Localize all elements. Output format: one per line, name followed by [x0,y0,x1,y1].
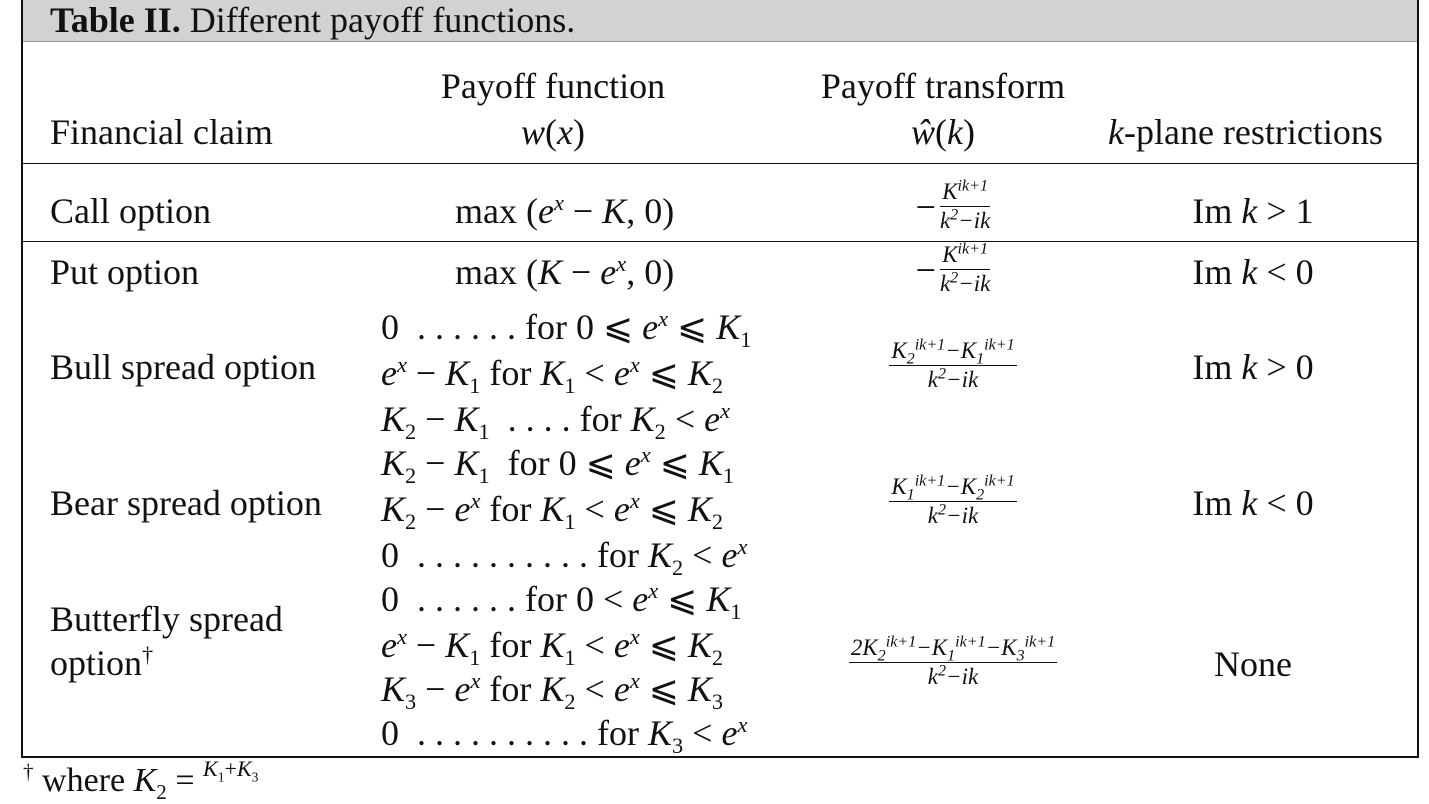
row-transform-butterfly: $\frac{2K_2^{ik+1}-K_1^{ik+1}-K_3^{ik+1}}{k^2-ik}$ [850,633,1056,689]
row-payoff-bull-2: $e^x - K_1$ for $K_1 < e^x$ ⩽ $K_2$ [381,352,724,399]
row-restriction-butterfly: None [1214,644,1292,684]
row-claim-bull: Bull spread option [50,347,316,387]
row-payoff-bear-1: $K_2 - K_1$ for 0 ⩽ $e^x$ ⩽ $K_1$ [381,442,735,489]
row-payoff-call: $\max (e^x - K$, 0) [455,190,675,231]
header-payoff-function-symbol: w(x) [521,112,585,152]
row-payoff-bull-3: $K_2 - K_1$ . . . . for $K_2 < e^x$ [381,398,731,445]
header-payoff-function: Payoff function [440,66,666,106]
table-footnote: † where $K_2 = K_1+K_3$ [23,756,259,804]
row-claim-bear: Bear spread option [50,483,322,523]
row-payoff-bear-3: 0 . . . . . . . . . . for $K_2 < e^x$ [381,534,748,581]
row-transform-put: − $\frac{K^{ik+1}}{k^2-ik}$ [915,240,991,296]
row-payoff-butterfly-2: $e^x - K_1$ for $K_1 < e^x$ ⩽ $K_2$ [381,624,724,671]
table-caption: Table II. Different payoff functions. [50,0,576,40]
row-restriction-put: Im k < 0 [1192,252,1314,292]
header-k-plane-restrictions: k-plane restrictions [1108,112,1383,152]
row-rule [23,241,1417,242]
row-transform-bear: $\frac{K_1^{ik+1}-K_2^{ik+1}}{k^2-ik}$ [891,472,1015,528]
row-payoff-butterfly-1: 0 . . . . . . for $0 < e^x$ ⩽ $K_1$ [381,578,742,625]
row-restriction-bear: Im k < 0 [1192,483,1314,523]
row-claim-put: Put option [50,252,200,292]
header-payoff-transform: Payoff transform [820,66,1066,106]
row-claim-butterfly-line2: option† [50,642,154,683]
caption-bar [23,0,1417,42]
row-payoff-bull-1: 0 . . . . . . for 0 ⩽ $e^x$ ⩽ $K_1$ [381,306,752,353]
payoff-table [21,0,1419,758]
row-restriction-call: Im k > 1 [1192,191,1314,231]
row-payoff-bear-2: $K_2 - e^x$ for $K_1 < e^x$ ⩽ $K_2$ [381,488,724,535]
row-restriction-bull: Im k > 0 [1192,347,1314,387]
row-transform-bull: $\frac{K_2^{ik+1}-K_1^{ik+1}}{k^2-ik}$ [891,336,1015,392]
row-claim-butterfly-line1: Butterfly spread [50,599,283,639]
row-claim-call: Call option [50,191,211,231]
row-payoff-butterfly-4: 0 . . . . . . . . . . for $K_3 < e^x$ [381,712,748,759]
row-payoff-butterfly-3: $K_3 - e^x$ for $K_2 < e^x$ ⩽ $K_3$ [381,668,724,715]
row-transform-call: − $\frac{K^{ik+1}}{k^2-ik}$ [915,177,991,233]
header-rule [23,163,1417,164]
row-payoff-put: $\max (K - e^x$, 0) [455,251,675,292]
header-financial-claim: Financial claim [50,112,273,152]
header-payoff-transform-symbol: ŵ(k) [911,112,975,152]
